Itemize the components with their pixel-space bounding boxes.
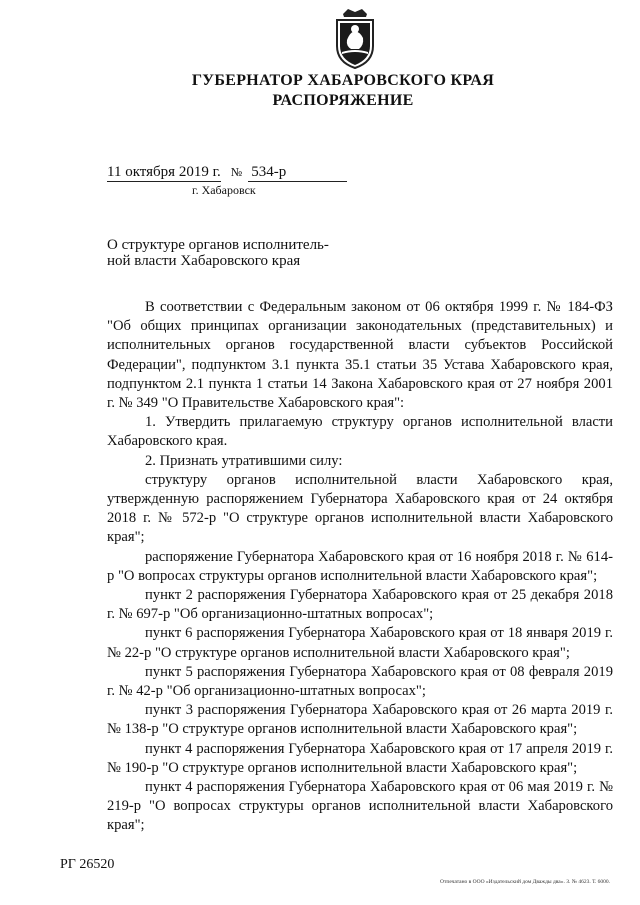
date-number-line: [107, 164, 347, 182]
printer-imprint: Отпечатано в ООО «Издательский дом Дважды два». З. № 4623. Т. 6000.: [440, 879, 611, 885]
city: г. Хабаровск: [192, 183, 256, 197]
paragraph-repealed-7: пункт 4 распоряжения Губернатора Хабаровского края от 17 апреля 2019 г. № 190-р "О структуре органов исполнительной власти Хабаровского края";: [107, 740, 613, 776]
paragraph-item-1: 1. Утвердить прилагаемую структуру органов исполнительной власти Хабаровского края.: [107, 414, 613, 450]
paragraph-repealed-3: пункт 2 распоряжения Губернатора Хабаровского края от 25 декабря 2018 г. № 697-р "Об организационно-штатных вопросах";: [107, 587, 613, 623]
paragraph-preamble: В соответствии с Федеральным законом от 06 октября 1999 г. № 184-ФЗ "Об общих принципах организации законодательных (представительных) и исполнительных органов государственной власти субъектов Российской Федерации", подпунктом 3.1 пункта 35.1 статьи 35 Устава Хабаровского края, подпунктом 2.1 пункта 1 статьи 14 Закона Хабаровского края от 27 ноября 2001 г. № 349 "О Правительстве Хабаровского края":: [107, 299, 613, 412]
paragraph-repealed-2: распоряжение Губернатора Хабаровского края от 16 ноября 2018 г. № 614-р "О вопросах структуры органов исполнительной власти Хабаровского края";: [107, 548, 613, 584]
paragraph-repealed-5: пункт 5 распоряжения Губернатора Хабаровского края от 08 февраля 2019 г. № 42-р "Об организационно-штатных вопросах";: [107, 663, 613, 700]
paragraph-repealed-1: структуру органов исполнительной власти Хабаровского края, утвержденную распоряжением Губернатора Хабаровского края от 24 октября 2018 г. № 572-р "О структуре органов исполнительной власти Хабаровского края";: [107, 471, 613, 546]
paragraph-repealed-8: пункт 4 распоряжения Губернатора Хабаровского края от 06 мая 2019 г. № 219-р "О вопросах структуры органов исполнительной власти Хабаровского края";: [107, 779, 613, 834]
authority-title: ГУБЕРНАТОР ХАБАРОВСКОГО КРАЯ: [191, 72, 495, 89]
document-body: [107, 298, 613, 836]
number-label: №: [230, 165, 243, 179]
coat-of-arms-emblem: [333, 8, 377, 70]
paragraph-item-2: 2. Признать утратившими силу:: [145, 452, 343, 469]
document-subject: О структуре органов исполнитель-ной власти Хабаровского края: [107, 237, 329, 269]
document-number: 534-р: [248, 164, 347, 182]
paragraph-repealed-6: пункт 3 распоряжения Губернатора Хабаровского края от 26 марта 2019 г. № 138-р "О структуре органов исполнительной власти Хабаровского края";: [107, 702, 613, 738]
document-code: РГ 26520: [60, 857, 115, 872]
document-type: РАСПОРЯЖЕНИЕ: [272, 92, 414, 109]
paragraph-repealed-4: пункт 6 распоряжения Губернатора Хабаровского края от 18 января 2019 г. № 22-р "О структуре органов исполнительной власти Хабаровского края";: [107, 625, 613, 661]
document-date: 11 октября 2019 г.: [107, 164, 221, 180]
